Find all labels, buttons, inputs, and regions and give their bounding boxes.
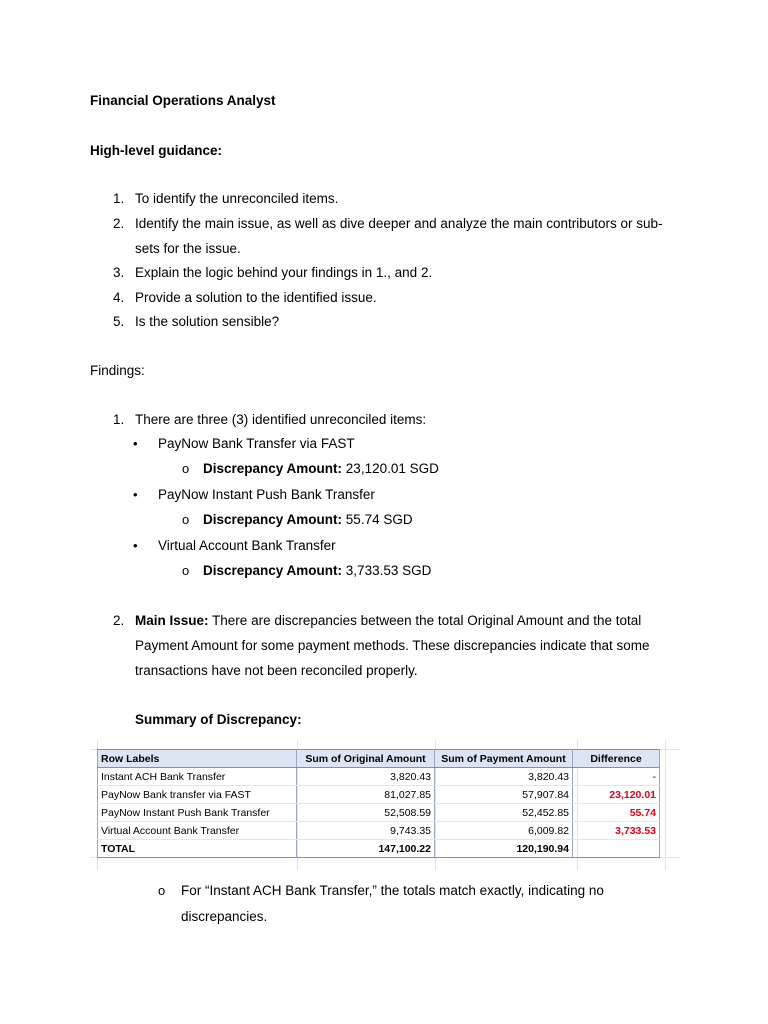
table-row [98, 768, 660, 786]
list-number: 2. [113, 613, 125, 628]
column-header: Sum of Payment Amount [435, 750, 573, 768]
list-item: Identify the main issue, as well as dive deeper and analyze the main contributors or sub- [135, 216, 663, 231]
discrepancy-line [203, 511, 413, 529]
page-title: Financial Operations Analyst [90, 93, 276, 108]
sub-bullet-icon: o [158, 883, 166, 898]
list-item-continued: sets for the issue. [135, 241, 241, 256]
main-issue-text: Payment Amount for some payment methods. These discrepancies indicate that some [135, 638, 650, 653]
table-header-row [98, 750, 660, 768]
column-header: Sum of Original Amount [297, 750, 435, 768]
original-amount: 52,508.59 [297, 804, 435, 822]
list-number: 1. [113, 191, 125, 206]
difference: - [573, 768, 660, 786]
list-number: 2. [113, 216, 125, 231]
summary-heading: Summary of Discrepancy: [135, 712, 302, 727]
unreconciled-item-name: PayNow Instant Push Bank Transfer [158, 487, 375, 502]
list-item: To identify the unreconciled items. [135, 191, 339, 206]
payment-amount: 52,452.85 [435, 804, 573, 822]
guidance-heading: High-level guidance: [90, 143, 223, 158]
bullet-icon: • [133, 487, 138, 502]
row-label: TOTAL [98, 840, 297, 858]
sub-bullet-icon: o [182, 461, 190, 476]
list-number: 1. [113, 412, 125, 427]
pivot-table-image [90, 740, 680, 870]
discrepancy-label: Discrepancy Amount: [203, 563, 343, 578]
note-text: discrepancies. [181, 909, 268, 924]
row-label: Virtual Account Bank Transfer [98, 822, 297, 840]
original-amount: 9,743.35 [297, 822, 435, 840]
discrepancy-amount: 3,733.53 SGD [345, 563, 432, 578]
discrepancy-line [203, 562, 431, 580]
row-label: PayNow Bank transfer via FAST [98, 786, 297, 804]
payment-amount: 57,907.84 [435, 786, 573, 804]
sub-bullet-icon: o [182, 512, 190, 527]
findings-heading: Findings: [90, 363, 145, 378]
sub-bullet-icon: o [182, 563, 190, 578]
discrepancy-amount: 55.74 SGD [345, 512, 413, 527]
discrepancy-label: Discrepancy Amount: [203, 512, 343, 527]
list-number: 5. [113, 314, 125, 329]
discrepancy-label: Discrepancy Amount: [203, 461, 343, 476]
difference: 23,120.01 [573, 786, 660, 804]
discrepancy-amount: 23,120.01 SGD [345, 461, 439, 476]
note-text: For “Instant ACH Bank Transfer,” the totals match exactly, indicating no [181, 883, 604, 898]
finding-intro: There are three (3) identified unreconciled items: [135, 412, 427, 427]
list-number: 3. [113, 265, 125, 280]
row-label: PayNow Instant Push Bank Transfer [98, 804, 297, 822]
discrepancy-table [97, 749, 660, 858]
payment-amount: 120,190.94 [435, 840, 573, 858]
list-number: 4. [113, 290, 125, 305]
original-amount: 3,820.43 [297, 768, 435, 786]
bullet-icon: • [133, 538, 138, 553]
main-issue-text: transactions have not been reconciled properly. [135, 663, 418, 678]
bullet-icon: • [133, 436, 138, 451]
difference: 55.74 [573, 804, 660, 822]
table-row [98, 822, 660, 840]
table-row [98, 804, 660, 822]
main-issue-label: Main Issue: [135, 613, 209, 628]
original-amount: 147,100.22 [297, 840, 435, 858]
unreconciled-item-name: Virtual Account Bank Transfer [158, 538, 336, 553]
main-issue-text: There are discrepancies between the total Original Amount and the total [212, 613, 642, 628]
main-issue-line [135, 612, 641, 630]
original-amount: 81,027.85 [297, 786, 435, 804]
list-item: Explain the logic behind your findings in 1., and 2. [135, 265, 433, 280]
list-item: Is the solution sensible? [135, 314, 280, 329]
discrepancy-line [203, 460, 439, 478]
column-header: Row Labels [98, 750, 297, 768]
table-row [98, 786, 660, 804]
column-header: Difference [573, 750, 660, 768]
unreconciled-item-name: PayNow Bank Transfer via FAST [158, 436, 355, 451]
list-item: Provide a solution to the identified issue. [135, 290, 377, 305]
difference [573, 840, 660, 858]
difference: 3,733.53 [573, 822, 660, 840]
payment-amount: 3,820.43 [435, 768, 573, 786]
payment-amount: 6,009.82 [435, 822, 573, 840]
row-label: Instant ACH Bank Transfer [98, 768, 297, 786]
table-total-row [98, 840, 660, 858]
